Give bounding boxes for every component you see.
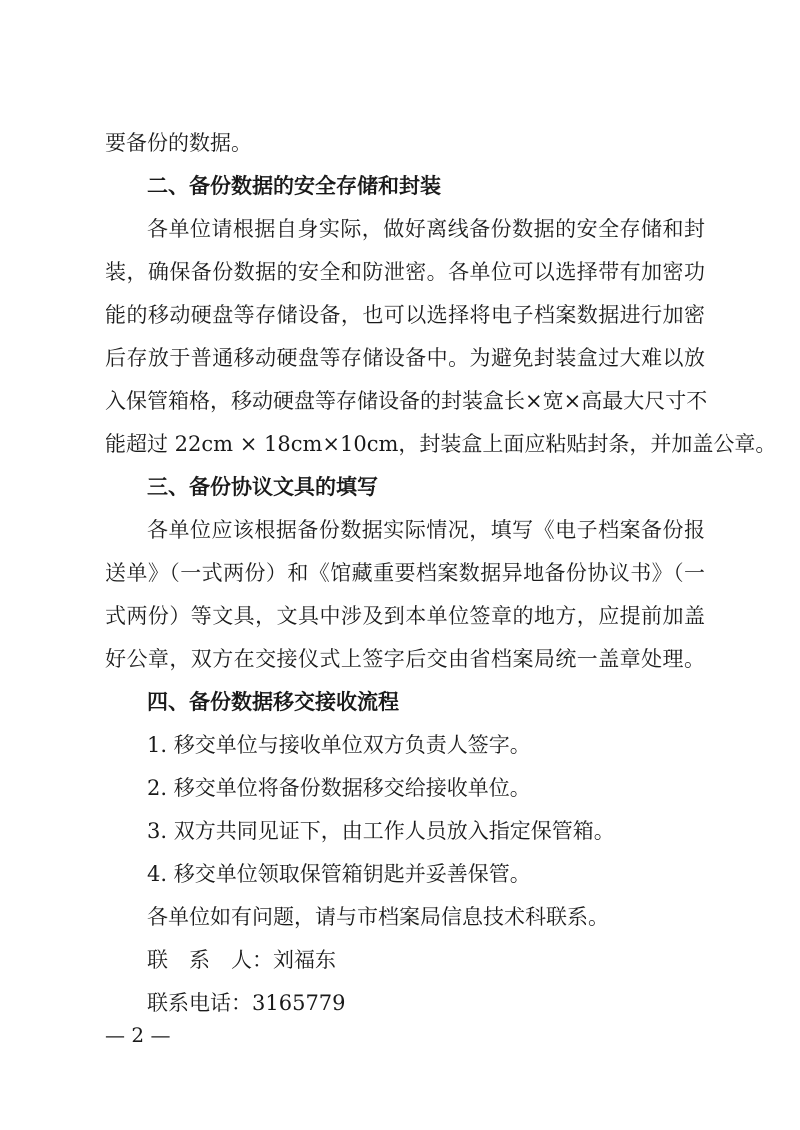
paragraph-line: 能的移动硬盘等存储设备，也可以选择将电子档案数据进行加密 — [105, 303, 705, 327]
list-item: 1. 移交单位与接收单位双方负责人签字。 — [147, 733, 531, 757]
paragraph-line: 式两份）等文具，文具中涉及到本单位签章的地方，应提前加盖 — [105, 604, 705, 628]
paragraph-line: 送单》（一式两份）和《馆藏重要档案数据异地备份协议书》（一 — [105, 561, 705, 585]
paragraph-line: 入保管箱格，移动硬盘等存储设备的封装盒长×宽×高最大尺寸不 — [105, 389, 708, 413]
list-item: 3. 双方共同见证下，由工作人员放入指定保管箱。 — [147, 819, 615, 843]
paragraph-line: 好公章，双方在交接仪式上签字后交由省档案局统一盖章处理。 — [105, 647, 705, 671]
section-heading-2: 二、备份数据的安全存储和封装 — [147, 174, 441, 198]
contact-person: 联 系 人：刘福东 — [147, 948, 336, 972]
section-heading-3: 三、备份协议文具的填写 — [147, 475, 378, 499]
paragraph-line: 各单位如有问题，请与市档案局信息技术科联系。 — [147, 905, 609, 929]
list-item: 2. 移交单位将备份数据移交给接收单位。 — [147, 776, 531, 800]
paragraph-line: 各单位应该根据备份数据实际情况，填写《电子档案备份报 — [147, 518, 705, 542]
paragraph-line: 后存放于普通移动硬盘等存储设备中。为避免封装盒过大难以放 — [105, 346, 705, 370]
paragraph-line: 各单位请根据自身实际，做好离线备份数据的安全存储和封 — [147, 217, 705, 241]
paragraph-line: 能超过 22cm × 18cm×10cm，封装盒上面应粘贴封条，并加盖公章。 — [105, 432, 777, 456]
page-number: — 2 — — [105, 1023, 171, 1047]
paragraph-line: 要备份的数据。 — [105, 131, 252, 155]
list-item: 4. 移交单位领取保管箱钥匙并妥善保管。 — [147, 862, 531, 886]
section-heading-4: 四、备份数据移交接收流程 — [147, 690, 399, 714]
paragraph-line: 装，确保备份数据的安全和防泄密。各单位可以选择带有加密功 — [105, 260, 705, 284]
contact-phone: 联系电话：3165779 — [147, 991, 346, 1015]
